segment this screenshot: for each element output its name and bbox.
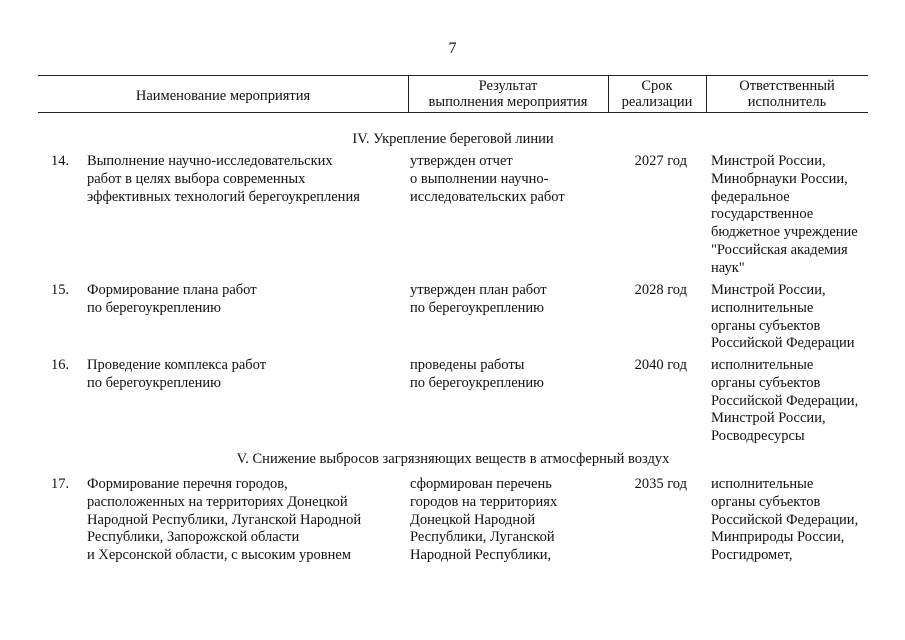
row-number: 15. (51, 282, 70, 298)
row-result: сформирован перечень городов на территориях Донецкой Народной Республики, Луганской Народной Республики, (410, 476, 558, 564)
row-executor: исполнительные органы субъектов Российской Федерации, Минстрой России, Росводресурсы (711, 357, 859, 445)
row-number: 16. (51, 357, 70, 373)
row-name: Формирование перечня городов, расположенных на территориях Донецкой Народной Республики, Луганской Народной Республики, Запорожской области и Херсонской области, с высоким уровнем (87, 476, 362, 564)
header-result: Результат выполнения мероприятия (428, 78, 588, 110)
table-header-top-rule (38, 75, 868, 76)
row-executor: Минстрой России, Минобрнауки России, федеральное государственное бюджетное учреждение "Российская академия наук" (711, 153, 858, 276)
row-name: Формирование плана работ по берегоукреплению (87, 282, 257, 316)
row-term: 2040 год (634, 357, 687, 373)
row-number: 14. (51, 153, 70, 169)
row-name: Проведение комплекса работ по берегоукреплению (87, 357, 267, 391)
row-result: утвержден отчет о выполнении научно- исследовательских работ (410, 153, 565, 205)
section-title: IV. Укрепление береговой линии (352, 131, 554, 147)
row-term: 2027 год (634, 153, 687, 169)
table-header-bottom-rule (38, 112, 868, 113)
row-name: Выполнение научно-исследовательских работ в целях выбора современных эффективных технологий берегоукрепления (87, 153, 360, 205)
header-term: Срок реализации (621, 78, 693, 110)
row-result: проведены работы по берегоукреплению (410, 357, 544, 391)
page-number: 7 (448, 40, 457, 57)
row-term: 2028 год (634, 282, 687, 298)
row-executor: Минстрой России, исполнительные органы субъектов Российской Федерации (711, 282, 855, 352)
header-executor: Ответственный исполнитель (739, 78, 835, 110)
section-title: V. Снижение выбросов загрязняющих веществ в атмосферный воздух (236, 451, 670, 467)
row-result: утвержден план работ по берегоукреплению (410, 282, 547, 316)
row-executor: исполнительные органы субъектов Российской Федерации, Минприроды России, Росгидромет, (711, 476, 859, 564)
header-name: Наименование мероприятия (135, 88, 311, 104)
row-number: 17. (51, 476, 70, 492)
row-term: 2035 год (634, 476, 687, 492)
